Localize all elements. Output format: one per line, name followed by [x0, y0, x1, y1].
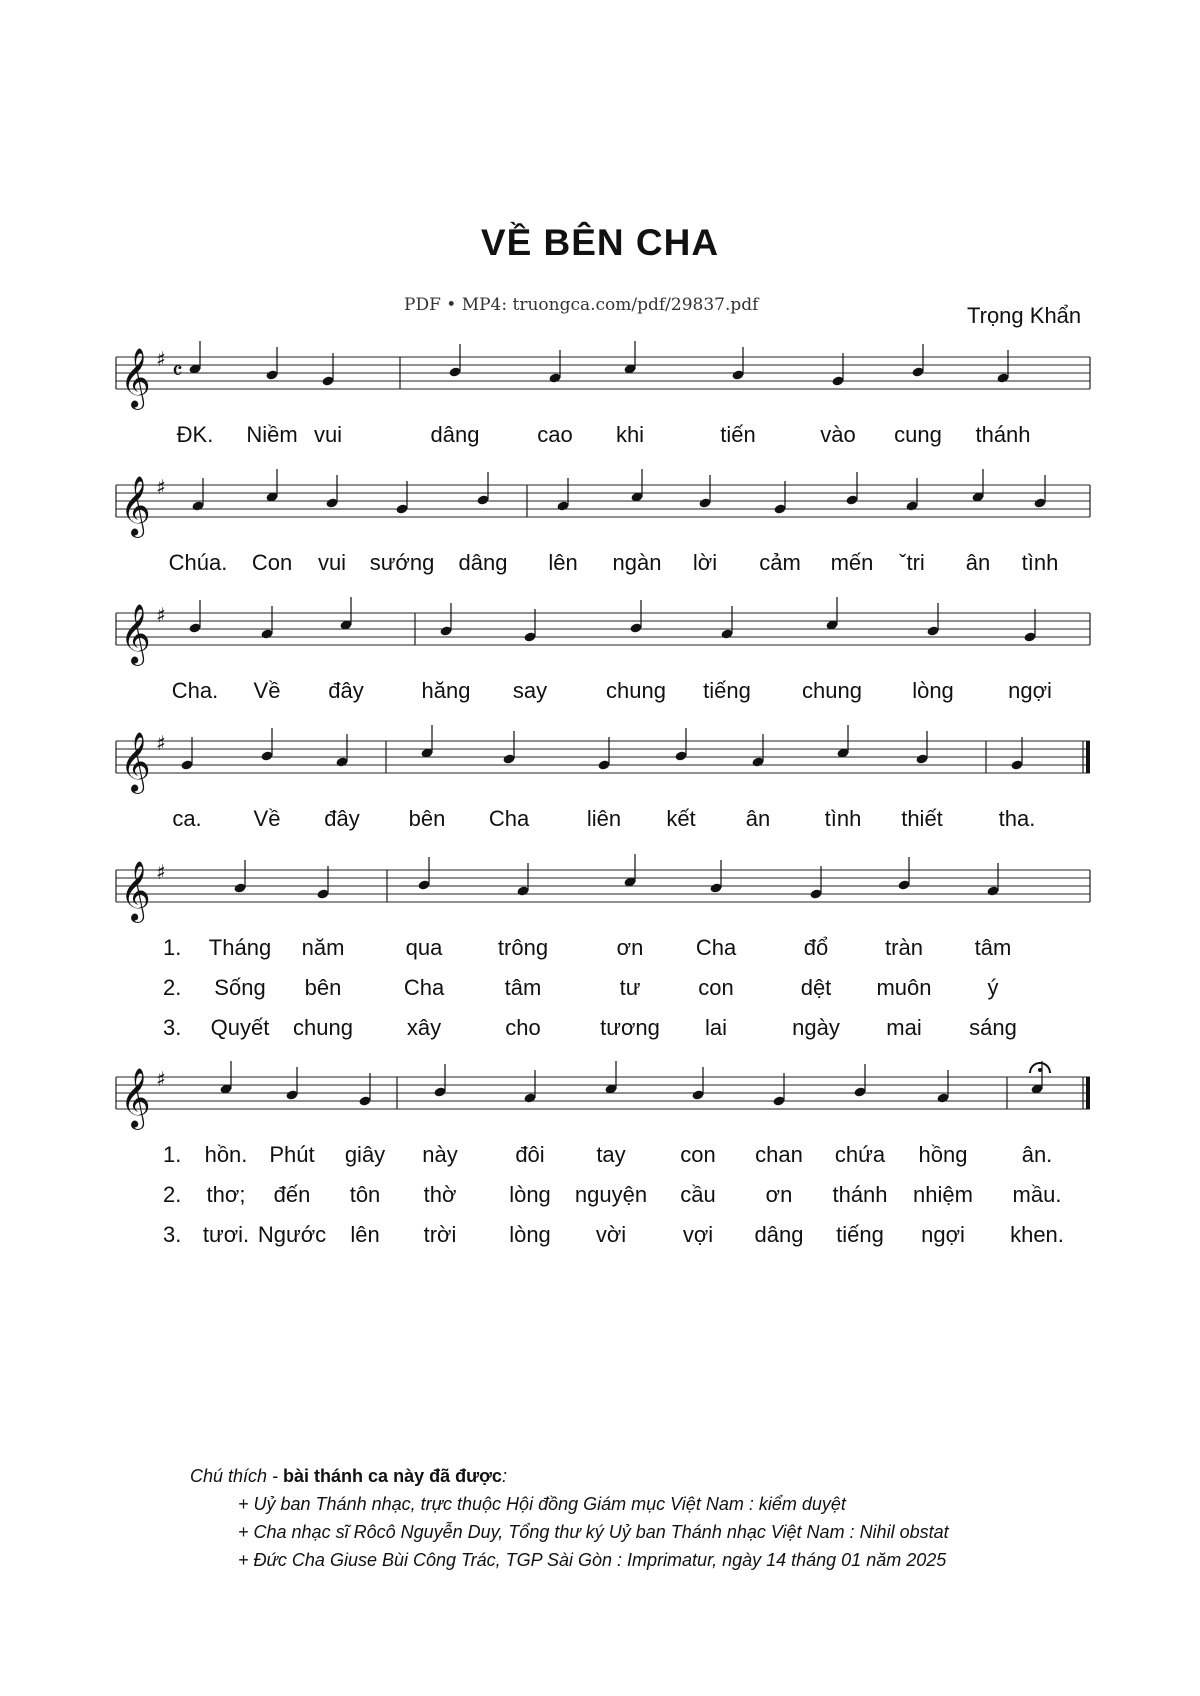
treble-clef-icon: 𝄞	[120, 1068, 151, 1128]
lyric-syllable: dâng	[458, 550, 508, 575]
lyric-syllable: ngàn	[612, 550, 662, 575]
lyric-syllable: chung	[606, 678, 666, 703]
lyric-syllable: mai	[886, 1015, 922, 1040]
lyric-syllable: ân	[965, 550, 991, 575]
lyric-syllable: đôi	[515, 1142, 545, 1167]
lyric-syllable: Cha	[695, 935, 737, 960]
lyric-syllable: dệt	[800, 975, 832, 1000]
lyric-syllable: tiếng	[703, 678, 751, 703]
lyric-syllable: Cha	[488, 806, 530, 831]
lyric-syllable: Ngước	[257, 1222, 327, 1247]
lyric-syllable: Niềm	[246, 422, 298, 447]
lyric-syllable: vào	[820, 422, 856, 447]
lyric-syllable: ngợi	[921, 1222, 965, 1247]
lyric-syllable: cầu	[680, 1182, 716, 1207]
lyric-syllable: ˇtri	[899, 550, 925, 575]
lyric-syllable: chung	[802, 678, 862, 703]
lyric-syllable: Sống	[214, 975, 266, 1000]
lyric-syllable: lên	[350, 1222, 380, 1247]
lyric-syllable: dâng	[430, 422, 480, 447]
verse-number: 1.	[163, 935, 182, 960]
lyric-syllable: vời	[595, 1222, 627, 1247]
lyric-syllable: trời	[423, 1222, 457, 1247]
lyric-syllable: hồn.	[204, 1142, 248, 1167]
lyric-syllable: sáng	[969, 1015, 1017, 1040]
lyric-syllable: Về	[253, 806, 281, 831]
lyric-syllable: tràn	[885, 935, 923, 960]
sharp-icon: ♯	[156, 603, 166, 627]
verse-number: 2.	[163, 1182, 182, 1207]
lyric-syllable: đến	[273, 1182, 311, 1207]
lyric-syllable: thiết	[901, 806, 943, 831]
lyric-syllable: tiếng	[836, 1222, 884, 1247]
lyric-syllable: giây	[344, 1142, 386, 1167]
lyric-syllable: Chúa.	[168, 550, 228, 575]
footnote	[190, 1462, 949, 1574]
lyric-syllable: cao	[537, 422, 573, 447]
lyric-syllable: đổ	[803, 935, 829, 960]
verse-number: 3.	[163, 1222, 182, 1247]
lyric-syllable: Con	[251, 550, 293, 575]
lyric-syllable: tôn	[349, 1182, 381, 1207]
lyric-syllable: lòng	[509, 1222, 551, 1247]
lyric-syllable: thánh	[832, 1182, 888, 1207]
verse-number: 1.	[163, 1142, 182, 1167]
footnote-bold: bài thánh ca này đã được	[283, 1466, 502, 1486]
lyric-syllable: dâng	[754, 1222, 804, 1247]
lyric-syllable: tâm	[504, 975, 542, 1000]
lyric-syllable: nhiệm	[913, 1182, 973, 1207]
lyric-syllable: thơ;	[206, 1182, 246, 1207]
lyric-syllable: cảm	[759, 550, 801, 575]
lyric-syllable: ngày	[792, 1015, 840, 1040]
lyric-syllable: Cha.	[171, 678, 219, 703]
lyric-syllable: ca.	[172, 806, 202, 831]
lyric-syllable: Về	[253, 678, 281, 703]
lyric-syllable: sướng	[369, 550, 435, 575]
lyric-syllable: năm	[301, 935, 345, 960]
final-barline	[1086, 1077, 1090, 1109]
treble-clef-icon: 𝄞	[120, 732, 151, 792]
lyric-syllable: lời	[692, 550, 718, 575]
lyric-syllable: thờ	[423, 1182, 457, 1207]
lyric-syllable: xây	[406, 1015, 442, 1040]
lyric-syllable: tươi.	[202, 1222, 250, 1247]
footnote-line: + Cha nhạc sĩ Rôcô Nguyễn Duy, Tổng thư ký Uỷ ban Thánh nhạc Việt Nam : Nihil obstat	[238, 1522, 949, 1542]
lyric-syllable: ý	[987, 975, 999, 1000]
source-link[interactable]: PDF • MP4: truongca.com/pdf/29837.pdf	[404, 295, 759, 315]
lyric-syllable: tâm	[974, 935, 1012, 960]
lyric-syllable: này	[422, 1142, 458, 1167]
lyric-syllable: ngợi	[1008, 678, 1052, 703]
footnote-line: + Uỷ ban Thánh nhạc, trực thuộc Hội đồng Giám mục Việt Nam : kiểm duyệt	[238, 1494, 846, 1514]
lyric-syllable: tình	[1021, 550, 1059, 575]
lyric-syllable: vui	[313, 422, 343, 447]
treble-clef-icon: 𝄞	[120, 476, 151, 536]
lyric-syllable: Cha	[403, 975, 445, 1000]
lyric-syllable: qua	[405, 935, 443, 960]
lyric-syllable: ân.	[1021, 1142, 1053, 1167]
sharp-icon: ♯	[156, 731, 166, 755]
sharp-icon: ♯	[156, 347, 166, 371]
final-barline	[1086, 741, 1090, 773]
lyric-syllable: ơn	[616, 935, 644, 960]
footnote-prefix: Chú thích -	[190, 1466, 284, 1486]
lyric-syllable: bên	[304, 975, 342, 1000]
lyric-syllable: hăng	[421, 678, 471, 703]
song-title: VỀ BÊN CHA	[480, 222, 720, 263]
lyric-syllable: tương	[600, 1015, 660, 1040]
treble-clef-icon: 𝄞	[120, 861, 151, 921]
composer: Trọng Khẩn	[967, 303, 1082, 328]
lyric-syllable: tình	[824, 806, 862, 831]
fermata-dot	[1038, 1068, 1042, 1072]
treble-clef-icon: 𝄞	[120, 348, 151, 408]
lyric-syllable: cho	[505, 1015, 541, 1040]
lyric-syllable: con	[698, 975, 734, 1000]
lyric-syllable: kết	[666, 806, 696, 831]
lyric-syllable: con	[680, 1142, 716, 1167]
lyric-syllable: tiến	[720, 422, 756, 447]
lyric-syllable: liên	[586, 806, 622, 831]
lyric-syllable: lòng	[912, 678, 954, 703]
verse-number: 2.	[163, 975, 182, 1000]
lyric-syllable: muôn	[876, 975, 932, 1000]
lyric-syllable: tay	[596, 1142, 626, 1167]
lyric-syllable: trông	[497, 935, 549, 960]
lyric-syllable: ơn	[765, 1182, 793, 1207]
lyric-syllable: tha.	[998, 806, 1036, 831]
lyric-syllable: mến	[830, 550, 874, 575]
lyric-syllable: lên	[548, 550, 578, 575]
lyric-syllable: lòng	[509, 1182, 551, 1207]
lyric-syllable: khi	[615, 422, 645, 447]
lyric-syllable: ĐK.	[176, 422, 214, 447]
lyric-syllable: thánh	[975, 422, 1031, 447]
lyric-syllable: đây	[328, 678, 364, 703]
lyric-syllable: Tháng	[208, 935, 272, 960]
lyric-syllable: ân	[745, 806, 771, 831]
lyric-syllable: bên	[408, 806, 446, 831]
common-time-icon: 𝄴	[172, 357, 183, 385]
sharp-icon: ♯	[156, 860, 166, 884]
lyric-syllable: hồng	[918, 1142, 968, 1167]
lyric-syllable: lai	[704, 1015, 728, 1040]
lyric-syllable: say	[512, 678, 548, 703]
lyric-syllable: mầu.	[1012, 1182, 1062, 1207]
lyric-syllable: cung	[894, 422, 942, 447]
lyric-syllable: khen.	[1010, 1222, 1064, 1247]
lyric-syllable: tư	[619, 975, 641, 1000]
lyric-syllable: đây	[324, 806, 360, 831]
verse-number: 3.	[163, 1015, 182, 1040]
sharp-icon: ♯	[156, 1067, 166, 1091]
lyric-syllable: Phút	[269, 1142, 315, 1167]
lyric-syllable: chứa	[834, 1142, 886, 1167]
footnote-suffix: :	[501, 1466, 507, 1486]
lyric-syllable: nguyện	[574, 1182, 648, 1207]
lyric-syllable: chung	[293, 1015, 353, 1040]
lyric-syllable: vợi	[682, 1222, 714, 1247]
lyric-syllable: Quyết	[210, 1015, 270, 1040]
footnote-line: + Đức Cha Giuse Bùi Công Trác, TGP Sài Gòn : Imprimatur, ngày 14 tháng 01 năm 2025	[238, 1550, 947, 1570]
sharp-icon: ♯	[156, 475, 166, 499]
lyric-syllable: chan	[755, 1142, 803, 1167]
lyric-syllable: vui	[317, 550, 347, 575]
treble-clef-icon: 𝄞	[120, 604, 151, 664]
